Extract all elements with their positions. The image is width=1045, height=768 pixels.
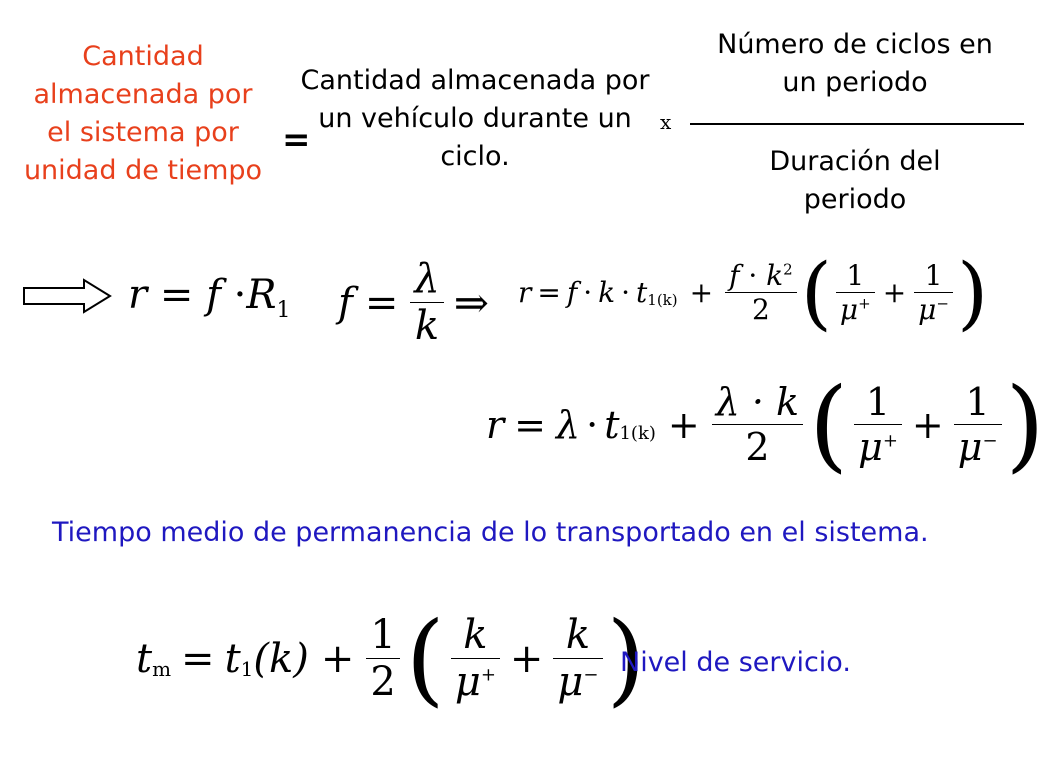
f3-eq: = xyxy=(537,276,561,309)
f5-tsub: 1 xyxy=(240,656,254,681)
f5-arg: (k) xyxy=(253,635,309,682)
f3-k: k xyxy=(598,276,616,309)
f4-lparen: ( xyxy=(809,366,849,483)
f1-eq: = xyxy=(159,272,194,318)
f4-one-a: 1 xyxy=(865,380,891,424)
formula-r-f-R1 xyxy=(128,272,290,323)
f1-R: R xyxy=(246,272,277,318)
f1-dot: · xyxy=(233,272,247,318)
f5-lhs-sub: m xyxy=(152,656,172,681)
times-sign: x xyxy=(660,110,672,134)
f5-eq: = xyxy=(181,635,215,682)
f5-mu-a-sup: + xyxy=(480,664,496,686)
f4-tsub: 1(k) xyxy=(619,423,656,444)
f3-num: $f \cdot k^2$ xyxy=(729,259,793,292)
f3-mu-plus xyxy=(836,293,875,326)
f5-half-den: 2 xyxy=(370,659,396,705)
f5-lhs: t xyxy=(136,635,153,682)
f3-fraction xyxy=(725,259,797,326)
formula-r-long xyxy=(518,246,988,339)
f5-plus: + xyxy=(320,635,355,682)
f5-rparen: ) xyxy=(606,600,646,717)
numerator-label: Número de ciclos en un periodo xyxy=(717,29,993,98)
f4-mu-b: μ xyxy=(957,425,983,469)
f5-mu-a: μ xyxy=(454,659,481,705)
f4-t: t xyxy=(604,402,620,447)
f3-dot1: · xyxy=(583,276,593,309)
f3-lhs: r xyxy=(518,276,532,309)
f3-dot2: · xyxy=(621,276,631,309)
f4-lhs: r xyxy=(486,402,505,447)
f5-mu-plus xyxy=(451,659,500,705)
f4-fraction xyxy=(712,380,803,469)
f4-mu-plus xyxy=(854,425,902,469)
f5-lparen: ( xyxy=(405,600,445,717)
f4-lambda: λ xyxy=(556,402,581,447)
fraction-bar xyxy=(690,123,1024,125)
f4-dot: · xyxy=(586,402,599,447)
f4-eq: = xyxy=(514,402,547,447)
f4-mu-minus xyxy=(954,425,1002,469)
f3-plus2: + xyxy=(882,276,907,309)
f4-one-b: 1 xyxy=(965,380,990,424)
f3-mu-a-sup: + xyxy=(858,294,871,313)
f3-frac-mu-plus xyxy=(836,259,875,326)
f2-fraction xyxy=(410,256,443,349)
f4-mu-a: μ xyxy=(858,425,883,469)
f1-sub: 1 xyxy=(276,298,291,323)
f4-rparen: ) xyxy=(1005,366,1045,483)
f4-plus2: + xyxy=(911,402,944,447)
f5-mu-b: μ xyxy=(557,659,584,705)
f3-plus: + xyxy=(689,276,714,309)
f3-mu-b-sup: − xyxy=(936,294,949,313)
f5-half xyxy=(366,612,399,705)
f1-lhs: r xyxy=(128,272,148,318)
f2-den: k xyxy=(414,303,440,349)
f5-mu-b-sup: − xyxy=(583,664,599,686)
denominator-label: Duración del periodo xyxy=(769,146,941,215)
f4-plus: + xyxy=(667,402,700,447)
arrow-right-icon xyxy=(22,278,112,314)
formula-f-lambda-k xyxy=(338,256,489,349)
f3-t: t xyxy=(636,276,648,309)
f4-frac-mu-plus xyxy=(854,380,902,469)
f3-tsub: 1(k) xyxy=(647,290,678,309)
f5-k-b: k xyxy=(565,612,591,658)
f3-mu-a: μ xyxy=(839,293,859,326)
f3-one-b: 1 xyxy=(924,259,943,292)
tiempo-medio-text: Tiempo medio de permanencia de lo transportado en el sistema. xyxy=(52,517,929,548)
f4-frac-mu-minus xyxy=(954,380,1002,469)
f2-lhs: f xyxy=(338,279,353,326)
f5-frac-mu-minus xyxy=(553,612,602,705)
f3-lparen: ( xyxy=(800,246,832,339)
f5-mu-minus xyxy=(553,659,602,705)
f2-num: λ xyxy=(414,256,440,302)
f5-k-a: k xyxy=(463,612,488,658)
f3-one-a: 1 xyxy=(846,259,865,292)
f5-t: t xyxy=(224,635,241,682)
middle-label: Cantidad almacenada por un vehículo durante un ciclo. xyxy=(300,65,650,172)
f5-half-num: 1 xyxy=(370,612,396,658)
formula-tm xyxy=(136,600,646,717)
formula-r-lambda xyxy=(486,366,1045,483)
f3-num-f: f xyxy=(729,259,740,292)
f1-f: f xyxy=(206,272,221,318)
f3-f: f xyxy=(566,276,578,309)
f5-plus2: + xyxy=(509,635,544,682)
f3-frac-mu-minus xyxy=(914,259,953,326)
f5-frac-mu-plus xyxy=(451,612,500,705)
f4-mu-a-sup: + xyxy=(882,430,898,452)
equals-sign: = xyxy=(282,120,311,160)
f2-eq: = xyxy=(364,279,399,326)
f3-num-exp: 2 xyxy=(783,260,793,279)
nivel-servicio-text: Nivel de servicio. xyxy=(620,647,851,678)
f4-mu-b-sup: − xyxy=(982,430,998,452)
f3-mu-b: μ xyxy=(918,293,937,326)
f4-den: 2 xyxy=(745,425,770,469)
f3-rparen: ) xyxy=(956,246,989,339)
f4-num: λ · k xyxy=(715,380,800,424)
f3-mu-minus xyxy=(914,293,953,326)
f3-den: 2 xyxy=(751,293,770,326)
left-label: Cantidad almacenada por el sistema por unidad de tiempo xyxy=(23,41,263,186)
f3-num-k: k xyxy=(766,259,784,292)
implies-icon: ⇒ xyxy=(453,278,489,327)
